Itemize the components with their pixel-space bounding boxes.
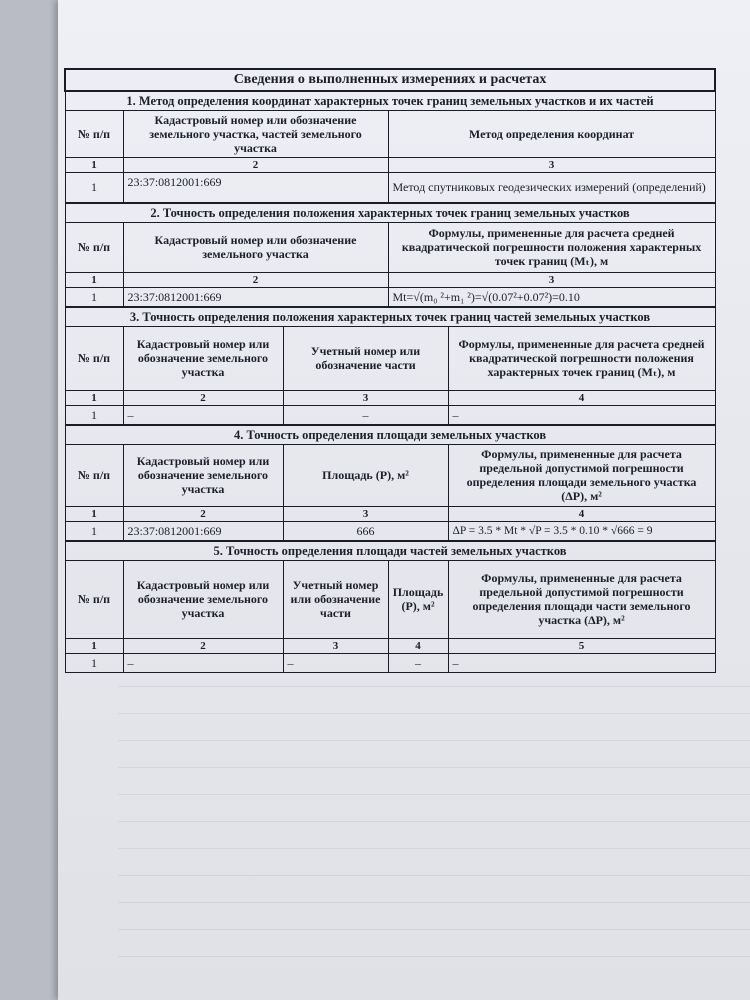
s3-header-cadastral: Кадастровый номер или обозначение земельного участка — [123, 326, 283, 390]
s4-header-area: Площадь (P), м² — [283, 444, 448, 506]
s4-header-formula: Формулы, примененные для расчета предельной допустимой погрешности определения площади земельного участка (ΔP), м² — [448, 444, 715, 506]
s4-num-2: 2 — [123, 506, 283, 521]
s4-row-num: 1 — [65, 521, 123, 541]
s1-num-1: 1 — [65, 158, 123, 173]
measurements-document — [64, 68, 714, 673]
s2-num-1: 1 — [65, 272, 123, 287]
s2-header-formula: Формулы, примененные для расчета средней квадратической погрешности положения характерных точек границ (Mₜ), м — [388, 222, 715, 272]
section-3-title: 3. Точность определения положения характерных точек границ частей земельных участков — [65, 307, 715, 327]
s3-num-4: 4 — [448, 390, 715, 405]
s3-header-num: № п/п — [65, 326, 123, 390]
s3-row-formula: – — [448, 405, 715, 425]
s5-row-area: – — [388, 653, 448, 672]
s4-row-cadastral: 23:37:0812001:669 — [123, 521, 283, 541]
s5-num-5: 5 — [448, 638, 715, 653]
s3-row-num: 1 — [65, 405, 123, 425]
s3-num-2: 2 — [123, 390, 283, 405]
s4-row-formula: ΔP = 3.5 * Mt * √P = 3.5 * 0.10 * √666 = 9 — [448, 521, 715, 541]
s4-row-area: 666 — [283, 521, 448, 541]
s5-num-3: 3 — [283, 638, 388, 653]
bleed-through-text — [118, 660, 750, 990]
s5-row-part: – — [283, 653, 388, 672]
s2-num-2: 2 — [123, 272, 388, 287]
s5-header-formula: Формулы, примененные для расчета предельной допустимой погрешности определения площади части земельного участка (ΔP), м² — [448, 560, 715, 638]
s5-row-num: 1 — [65, 653, 123, 672]
s5-row-cadastral: – — [123, 653, 283, 672]
section-1-title: 1. Метод определения координат характерных точек границ земельных участков и их частей — [65, 91, 715, 111]
section-5-title: 5. Точность определения площади частей земельных участков — [65, 541, 715, 561]
s5-header-area: Площадь (P), м² — [388, 560, 448, 638]
s5-num-2: 2 — [123, 638, 283, 653]
s5-num-1: 1 — [65, 638, 123, 653]
s1-num-3: 3 — [388, 158, 715, 173]
s5-header-part: Учетный номер или обозначение части — [283, 560, 388, 638]
s3-num-3: 3 — [283, 390, 448, 405]
s3-header-part: Учетный номер или обозначение части — [283, 326, 448, 390]
document-title: Сведения о выполненных измерениях и расчетах — [65, 69, 715, 91]
s2-row-cadastral: 23:37:0812001:669 — [123, 287, 388, 307]
measurements-table — [64, 68, 716, 673]
s2-header-cadastral: Кадастровый номер или обозначение земельного участка — [123, 222, 388, 272]
s4-header-num: № п/п — [65, 444, 123, 506]
s1-header-num: № п/п — [65, 111, 123, 158]
s1-num-2: 2 — [123, 158, 388, 173]
s2-row-num: 1 — [65, 287, 123, 307]
section-2-title: 2. Точность определения положения характерных точек границ земельных участков — [65, 203, 715, 223]
s1-header-method: Метод определения координат — [388, 111, 715, 158]
s3-header-formula: Формулы, примененные для расчета средней квадратической погрешности положения характерных точек границ (Mₜ), м — [448, 326, 715, 390]
s2-num-3: 3 — [388, 272, 715, 287]
s5-row-formula: – — [448, 653, 715, 672]
s5-header-num: № п/п — [65, 560, 123, 638]
s3-row-part: – — [283, 405, 448, 425]
s4-num-4: 4 — [448, 506, 715, 521]
s2-header-num: № п/п — [65, 222, 123, 272]
s2-row-formula: Mt=√(m₀ ²+m₁ ²)=√(0.07²+0.07²)=0.10 — [388, 287, 715, 307]
section-4-title: 4. Точность определения площади земельных участков — [65, 425, 715, 445]
s1-header-cadastral: Кадастровый номер или обозначение земельного участка, частей земельного участка — [123, 111, 388, 158]
s1-row-num: 1 — [65, 173, 123, 203]
s3-row-cadastral: – — [123, 405, 283, 425]
s5-header-cadastral: Кадастровый номер или обозначение земельного участка — [123, 560, 283, 638]
s1-row-cadastral: 23:37:0812001:669 — [123, 173, 388, 203]
s4-num-1: 1 — [65, 506, 123, 521]
s3-num-1: 1 — [65, 390, 123, 405]
s4-header-cadastral: Кадастровый номер или обозначение земельного участка — [123, 444, 283, 506]
s4-num-3: 3 — [283, 506, 448, 521]
s5-num-4: 4 — [388, 638, 448, 653]
s1-row-method: Метод спутниковых геодезических измерений (определений) — [388, 173, 715, 203]
